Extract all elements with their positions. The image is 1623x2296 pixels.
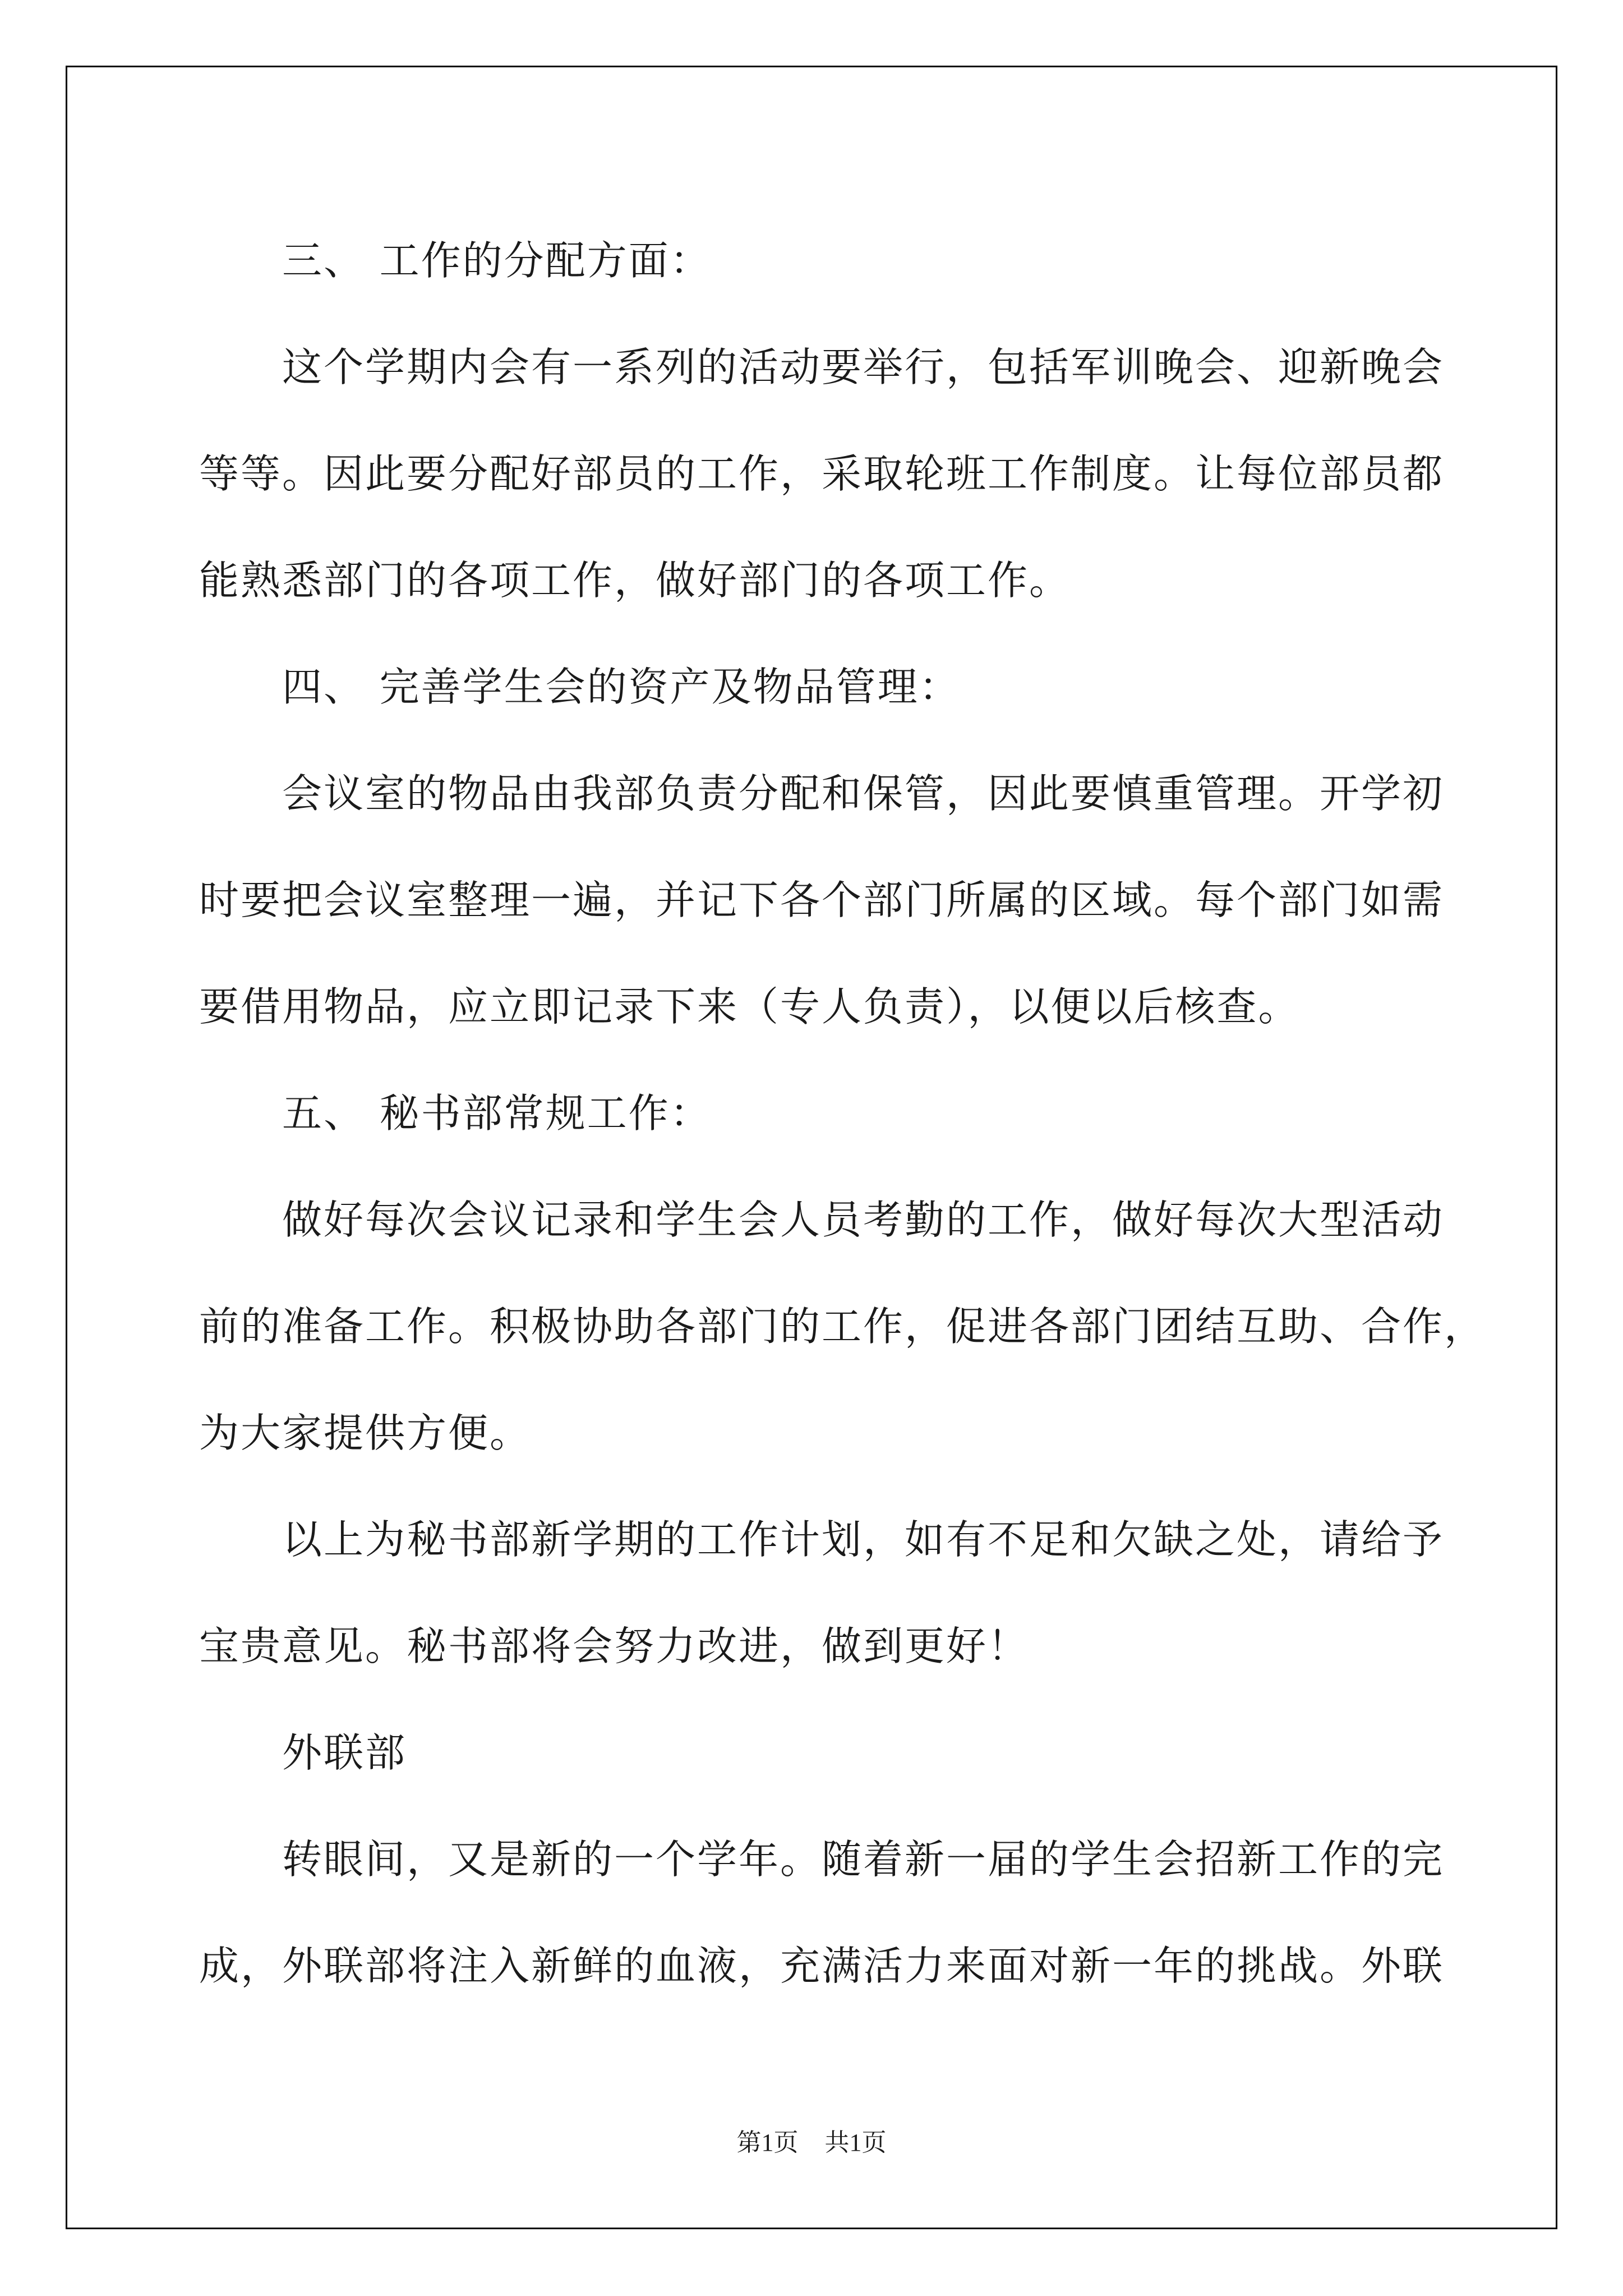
document-body (199, 208, 1486, 2019)
section-heading: 外联部 (282, 1729, 407, 1776)
paragraph-line: 为大家提供方便。 (199, 1410, 532, 1456)
paragraph-line: 时要把会议室整理一遍，并记下各个部门所属的区域。每个部门如需 (199, 877, 1445, 923)
paragraph-line: 会议室的物品由我部负责分配和保管，因此要慎重管理。开学初 (282, 770, 1445, 817)
paragraph-line: 转眼间，又是新的一个学年。随着新一届的学生会招新工作的完 (282, 1836, 1445, 1883)
paragraph-line: 这个学期内会有一系列的活动要举行，包括军训晚会、迎新晚会 (282, 344, 1445, 390)
section-heading: 五、 秘书部常规工作： (282, 1090, 712, 1137)
paragraph-line: 前的准备工作。积极协助各部门的工作，促进各部门团结互助、合作， (199, 1303, 1486, 1350)
page-total: 共1页 (824, 2129, 887, 2156)
paragraph-line: 宝贵意见。秘书部将会努力改进，做到更好！ (199, 1623, 1030, 1669)
paragraph-line: 等等。因此要分配好部员的工作，采取轮班工作制度。让每位部员都 (199, 450, 1445, 497)
paragraph-line: 以上为秘书部新学期的工作计划，如有不足和欠缺之处，请给予 (282, 1516, 1445, 1563)
paragraph-line: 成，外联部将注入新鲜的血液，充满活力来面对新一年的挑战。外联 (199, 1943, 1445, 1989)
page-number: 第1页 (736, 2129, 799, 2156)
paragraph-line: 能熟悉部门的各项工作，做好部门的各项工作。 (199, 557, 1071, 604)
paragraph-line: 做好每次会议记录和学生会人员考勤的工作，做好每次大型活动 (282, 1197, 1445, 1243)
paragraph-line: 要借用物品，应立即记录下来（专人负责），以便以后核查。 (199, 983, 1300, 1030)
section-heading: 三、 工作的分配方面： (282, 237, 712, 284)
page-footer (0, 2126, 1623, 2160)
section-heading: 四、 完善学生会的资产及物品管理： (282, 664, 961, 710)
